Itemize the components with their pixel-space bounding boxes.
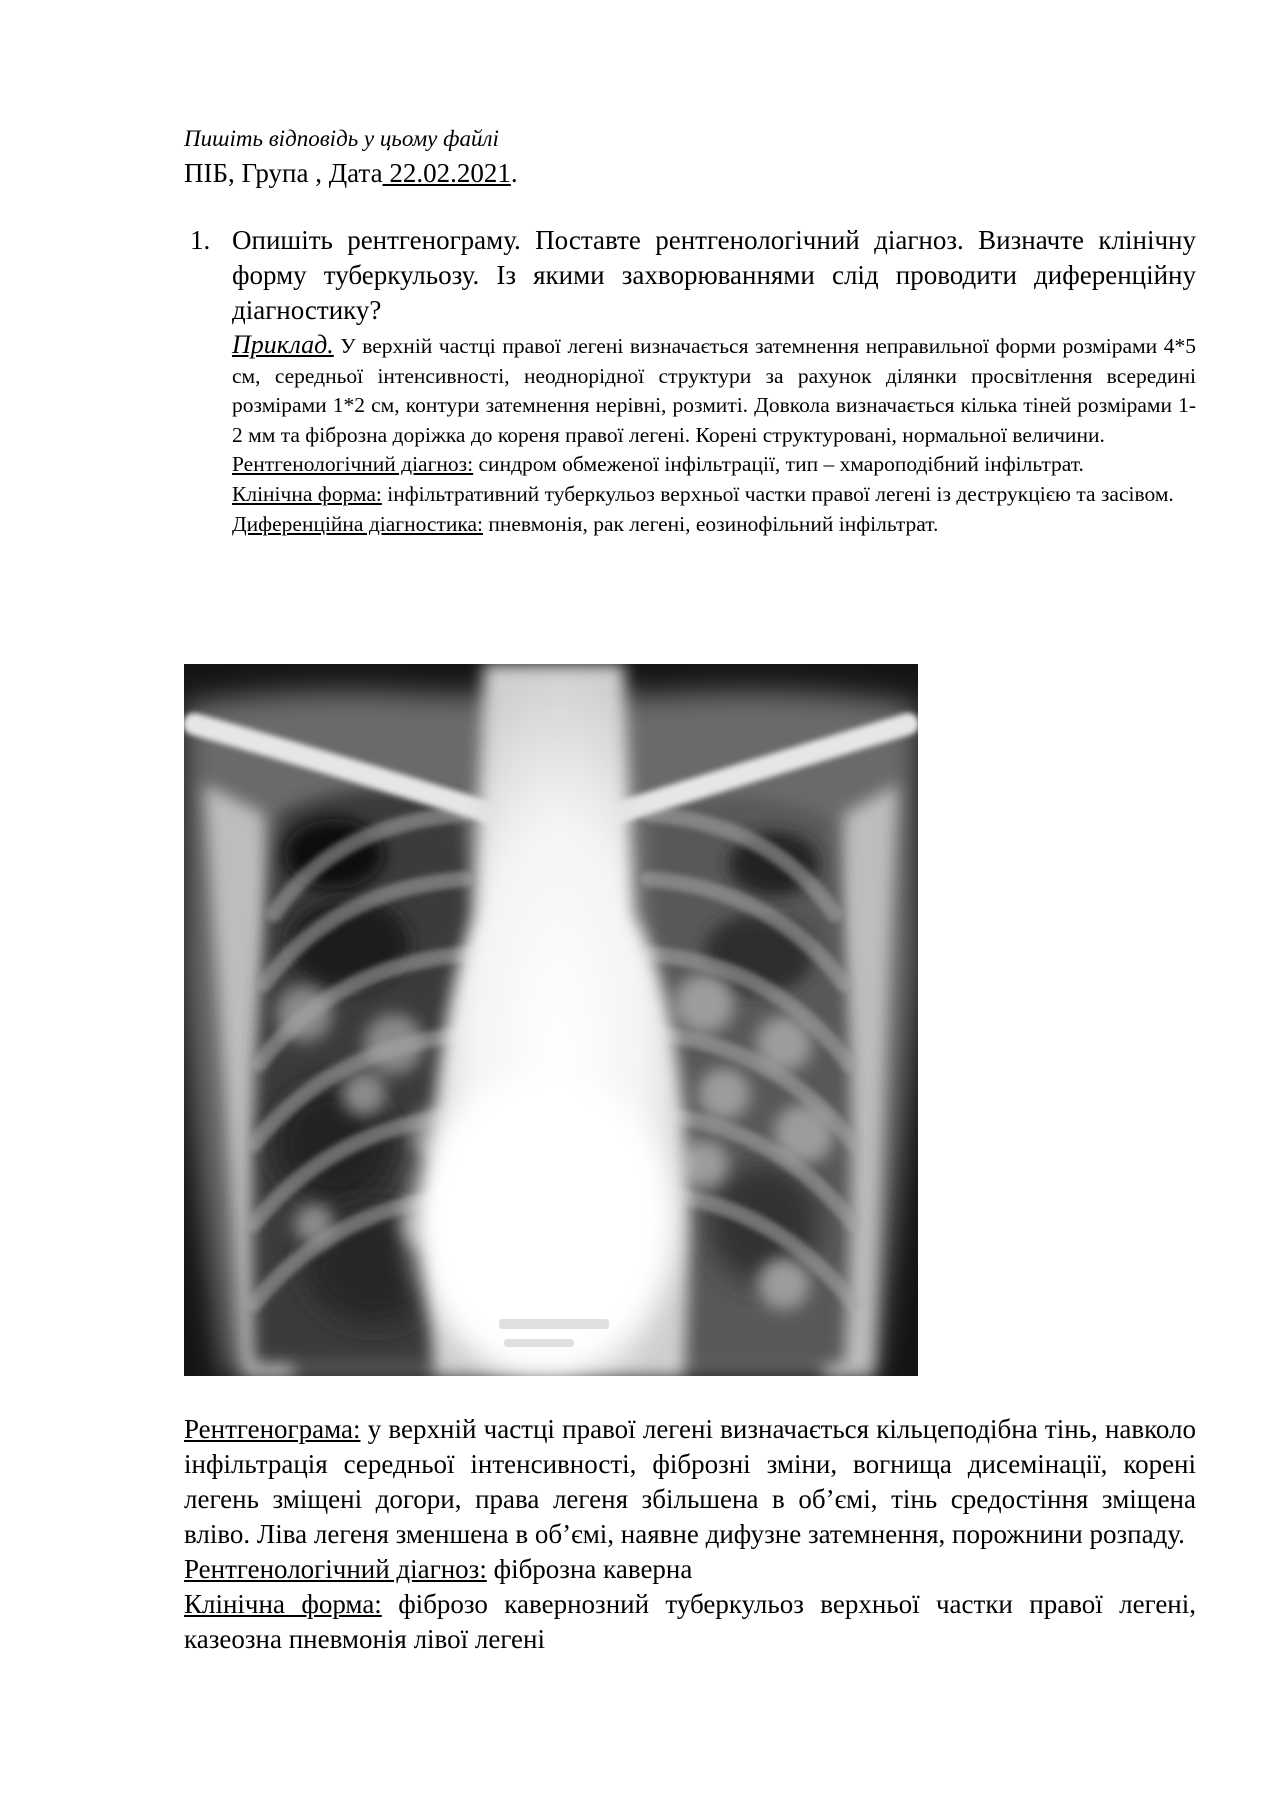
example-differential-text: пневмонія, рак легені, еозинофільний інфільтрат. <box>483 511 939 536</box>
example-differential-paragraph <box>232 510 1196 540</box>
header-name-group-label: ПІБ, Група <box>184 158 316 188</box>
question-text: Опишіть рентгенограму. Поставте рентгенологічний діагноз. Визначте клінічну форму туберкульозу. Із якими захворюваннями слід проводити диференційну діагностику? <box>232 225 1196 325</box>
example-block <box>232 330 1196 539</box>
answer-diagnosis-paragraph <box>184 1552 1196 1587</box>
answer-radiograph-text: у верхній частці правої легені визначається кільцеподібна тінь, навколо інфільтрація середньої інтенсивності, фіброзні зміни, вогнища дисемінації, корені легень зміщені догори, права легеня збільшена в об’ємі, тінь средостіння зміщена вліво. Ліва легеня зменшена в об’ємі, наявне дифузне затемнення, порожнини розпаду. <box>184 1414 1196 1549</box>
answer-clinical-label: Клінічна форма: <box>184 1589 382 1619</box>
answer-diagnosis-label: Рентгенологічний діагноз: <box>184 1554 487 1584</box>
example-diagnosis-text: синдром обмеженої інфільтрації, тип – хмароподібний інфільтрат. <box>473 452 1084 477</box>
example-description: У верхній частці правої легені визначається затемнення неправильної форми розмірами 4*5 см, середньої інтенсивності, неоднорідної структури за рахунок ділянки просвітлення всередині розмірами 1*2 см, контури затемнення нерівні, розмиті. Довкола визначається кілька тіней розмірами 1-2 мм та фіброзна доріжка до кореня правої легені. Корені структуровані, нормальної величини. <box>232 334 1196 447</box>
example-clinical-label: Клінічна форма: <box>232 481 382 506</box>
answer-block <box>184 1412 1196 1657</box>
example-clinical-paragraph <box>232 480 1196 510</box>
example-differential-label: Диференційна діагностика: <box>232 511 483 536</box>
student-header <box>184 155 518 191</box>
chest-xray-image <box>184 664 918 1376</box>
answer-radiograph-label: Рентгенограма: <box>184 1414 361 1444</box>
answer-radiograph-paragraph <box>184 1412 1196 1552</box>
example-description-paragraph <box>232 330 1196 450</box>
date-value: 22.02.2021 <box>382 158 511 188</box>
instruction-text: Пишіть відповідь у цьому файлі <box>184 126 499 151</box>
example-diagnosis-label: Рентгенологічний діагноз: <box>232 452 474 477</box>
example-clinical-text: інфільтративний туберкульоз верхньої частки правої легені із деструкцією та засівом. <box>381 481 1174 506</box>
answer-clinical-paragraph <box>184 1587 1196 1657</box>
question-number: 1. <box>190 225 211 255</box>
answer-clinical-text: фіброзо кавернозний туберкульоз верхньої частки правої легені, казеозна пневмонія лівої легені <box>184 1589 1196 1654</box>
answer-diagnosis-text: фіброзна каверна <box>486 1554 693 1584</box>
header-suffix: . <box>510 158 518 188</box>
example-lead: Приклад. <box>232 330 334 359</box>
question-item <box>186 223 1196 328</box>
example-diagnosis-paragraph <box>232 450 1196 480</box>
date-label: , Дата <box>315 158 383 188</box>
